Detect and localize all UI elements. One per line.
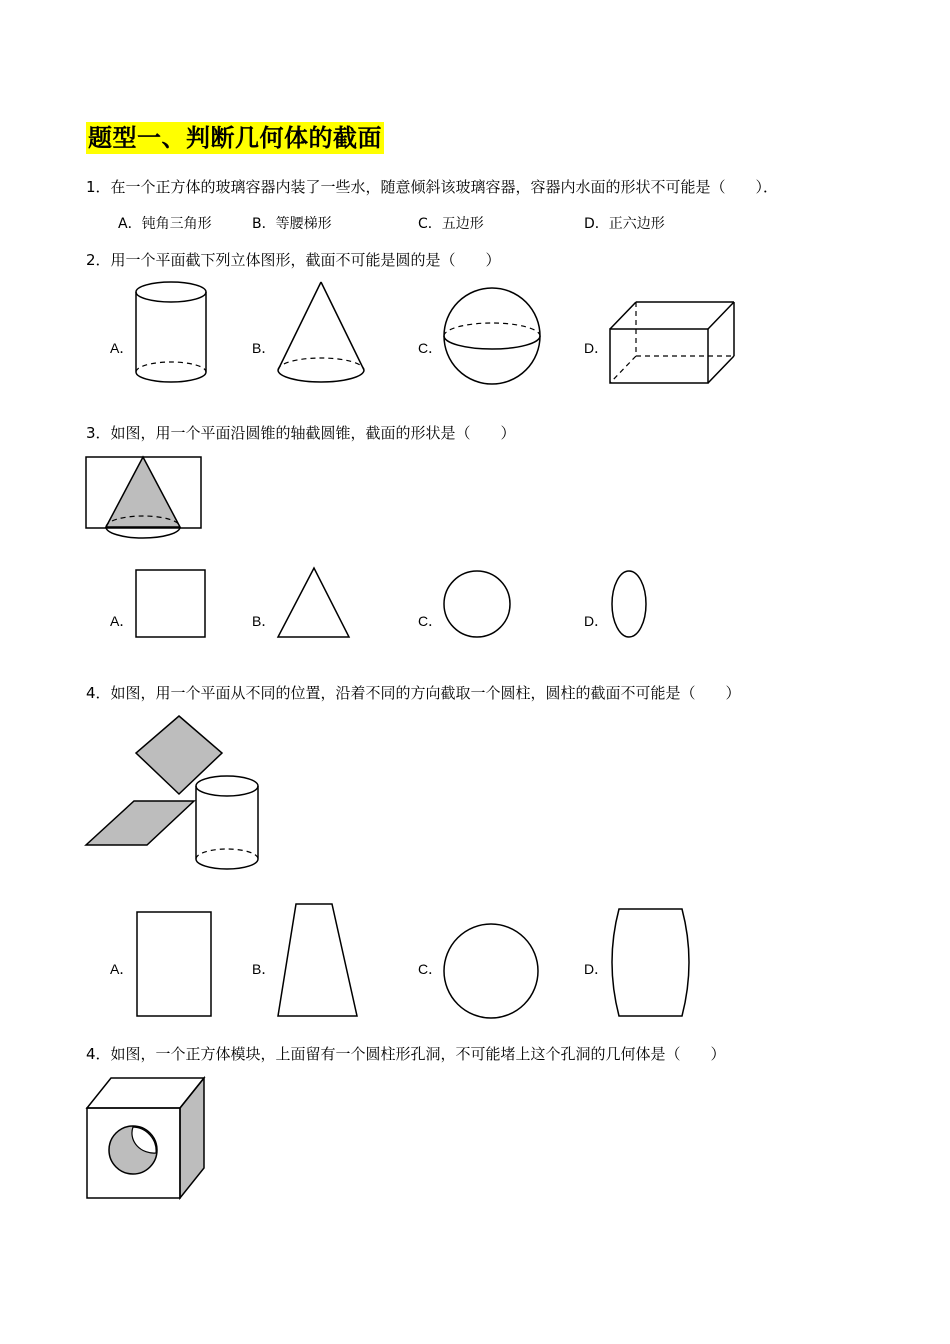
q2-label-c: C． <box>418 340 443 356</box>
q1-option-a: A．钝角三角形 <box>118 216 212 232</box>
q3-label-b: B． <box>252 613 276 629</box>
q2-label-a: A． <box>110 340 134 356</box>
q4a-label-d: D． <box>584 961 609 977</box>
q1-option-b: B．等腰梯形 <box>252 216 332 232</box>
section-title: 题型一、判断几何体的截面 <box>88 124 382 152</box>
q4a-label-a: A． <box>110 961 134 977</box>
q3-label-a: A． <box>110 613 134 629</box>
cube-with-hole-icon <box>87 1078 204 1198</box>
q2-label-d: D． <box>584 340 609 356</box>
q4a-label-b: B． <box>252 961 276 977</box>
q1-option-d: D．正六边形 <box>584 216 665 232</box>
question-2-text: 2．用一个平面截下列立体图形，截面不可能是圆的是（ ） <box>86 251 501 269</box>
question-3-text: 3．如图，用一个平面沿圆锥的轴截圆锥，截面的形状是（ ） <box>86 424 516 442</box>
question-1-text: 1．在一个正方体的玻璃容器内装了一些水，随意倾斜该玻璃容器，容器内水面的形状不可能是（ ）． <box>86 178 779 196</box>
q3-label-c: C． <box>418 613 443 629</box>
q1-option-c: C．五边形 <box>418 216 484 232</box>
question-4b-text: 4．如图，一个正方体模块，上面留有一个圆柱形孔洞，不可能堵上这个孔洞的几何体是（ ） <box>86 1045 726 1063</box>
q4a-label-c: C． <box>418 961 443 977</box>
q3-label-d: D． <box>584 613 609 629</box>
question-4a-text: 4．如图，用一个平面从不同的位置，沿着不同的方向截取一个圆柱，圆柱的截面不可能是（ ） <box>86 684 741 702</box>
q2-label-b: B． <box>252 340 276 356</box>
